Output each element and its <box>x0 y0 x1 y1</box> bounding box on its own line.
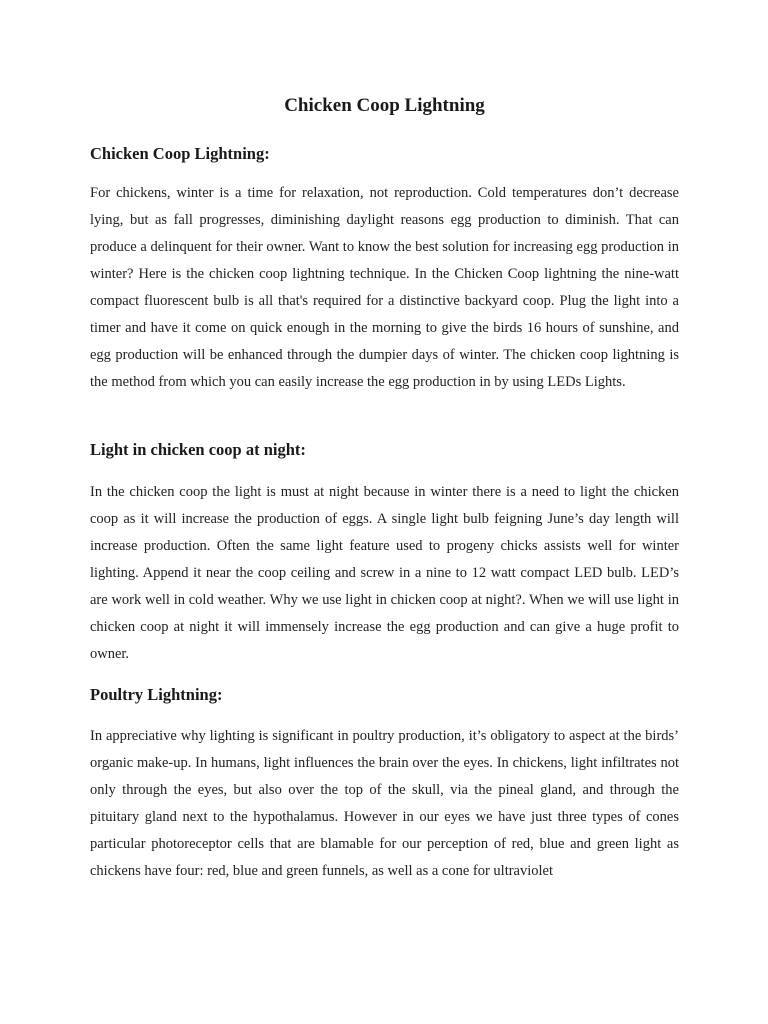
section-heading-poultry-lightning: Poultry Lightning: <box>90 685 223 704</box>
section-heading-chicken-coop-lightning: Chicken Coop Lightning: <box>90 144 270 163</box>
section-body-light-at-night: In the chicken coop the light is must at night because in winter there is a need to light the chicken coop as it will increase the production of eggs. A single light bulb feigning June’s day length will increase production. Often the same light feature used to progeny chicks assists well for winter lighting. Append it near the coop ceiling and screw in a nine to 12 watt compact LED bulb. LED’s are work well in cold weather. Why we use light in chicken coop at night?. When we will use light in chicken coop at night it will immensely increase the egg production and can give a huge profit to owner. <box>90 484 679 662</box>
section-body-poultry-lightning: In appreciative why lighting is significant in poultry production, it’s obligatory to aspect at the birds’ organic make-up. In humans, light influences the brain over the eyes. In chickens, light infiltrates not only through the eyes, but also over the top of the skull, via the pineal gland, and through the pituitary gland next to the hypothalamus. However in our eyes we have just three types of cones particular photoreceptor cells that are blamable for our perception of red, blue and green light as chickens have four: red, blue and green funnels, as well as a cone for ultraviolet <box>90 728 679 879</box>
section-heading-light-at-night: Light in chicken coop at night: <box>90 440 306 459</box>
section-body-chicken-coop-lightning: For chickens, winter is a time for relaxation, not reproduction. Cold temperatures don’t decrease lying, but as fall progresses, diminishing daylight reasons egg production to diminish. That can produce a delinquent for their owner. Want to know the best solution for increasing egg production in winter? Here is the chicken coop lightning technique. In the Chicken Coop lightning the nine-watt compact fluorescent bulb is all that's required for a distinctive backyard coop. Plug the light into a timer and have it come on quick enough in the morning to give the birds 16 hours of sunshine, and egg production will be enhanced through the dumpier days of winter. The chicken coop lightning is the method from which you can easily increase the egg production in by using LEDs Lights. <box>90 185 679 390</box>
document-title: Chicken Coop Lightning <box>284 95 485 116</box>
